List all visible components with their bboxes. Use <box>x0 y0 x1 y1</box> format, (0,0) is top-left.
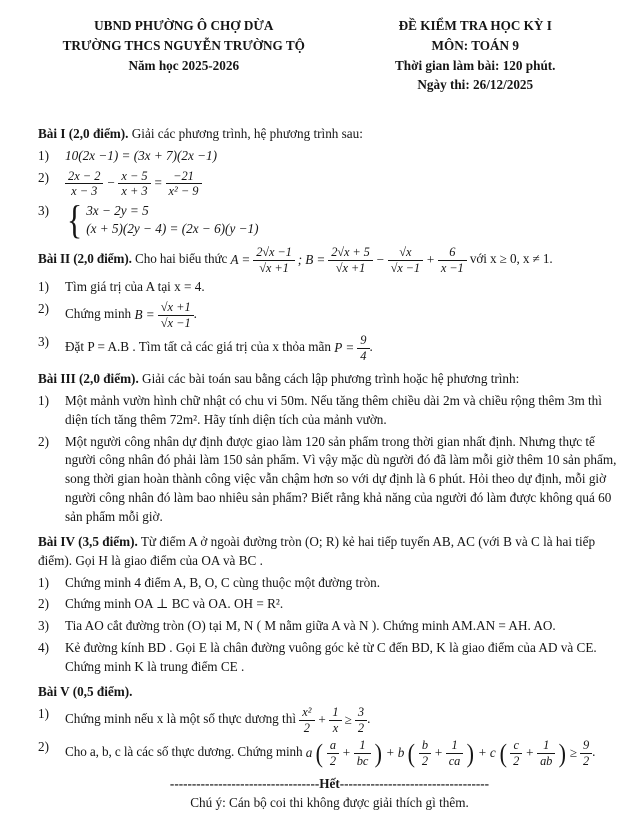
section-2-heading <box>38 245 621 275</box>
fraction <box>419 738 431 768</box>
section-3-heading <box>38 370 621 389</box>
section-4-title: Bài IV (3,5 điểm). <box>38 534 138 550</box>
problem-text: Kẻ đường kính BD . Gọi E là chân đường vuông góc kẻ từ C đến BD, K là giao điểm của AD và CE. Chứng minh K là trung điểm CE . <box>65 639 597 674</box>
problem-4-3 <box>38 617 621 636</box>
numerator: √x <box>399 244 412 259</box>
section-4-intro: Từ điểm A ở ngoài đường tròn (O; R) kẻ hai tiếp tuyến AB, AC (với B và C là hai tiếp điểm). Gọi H là giao điểm của OA và BC . <box>38 534 596 568</box>
math-operator: + <box>341 745 351 761</box>
problem-1-1 <box>38 147 621 166</box>
equation: 3x − 2y = 5 <box>86 203 149 219</box>
math-operator: + <box>426 251 435 267</box>
numerator: 2x − 2 <box>68 168 101 183</box>
header-school-block <box>38 16 330 95</box>
denominator: x + 3 <box>118 183 150 199</box>
denominator: 2 <box>419 753 431 769</box>
expression-A <box>230 245 302 275</box>
math-lhs: B = <box>305 251 326 267</box>
expression-B <box>305 245 466 275</box>
fraction <box>158 300 194 330</box>
fraction <box>357 333 369 363</box>
footer <box>38 775 621 813</box>
header-school-year: Năm học 2025-2026 <box>128 57 240 73</box>
numerator: b <box>421 738 428 753</box>
fraction <box>328 245 373 275</box>
equation-system <box>65 196 259 242</box>
inequality <box>299 705 367 735</box>
math-coefficient: a <box>305 745 313 761</box>
item-number: 1) <box>38 706 49 722</box>
header-authority: UBND PHƯỜNG Ô CHỢ DỪA <box>94 18 274 33</box>
period: . <box>367 711 371 727</box>
header-exam-block <box>330 16 622 95</box>
header-duration: Thời gian làm bài: 120 phút. <box>395 57 556 73</box>
left-paren: ( <box>315 738 324 768</box>
numerator: 2√x −1 <box>256 244 292 259</box>
item-number: 2) <box>38 300 49 316</box>
fraction <box>166 169 202 199</box>
denominator: 2 <box>510 753 522 769</box>
math-operator: + <box>317 711 327 727</box>
fraction <box>329 705 341 735</box>
item-number: 4) <box>38 639 49 655</box>
problem-text: Một mảnh vườn hình chữ nhật có chu vi 50m. Nếu tăng thêm chiều dài 2m và chiều rộng thêm 3m thì diện tích tăng thêm 72m². Hãy tính diện tích của mảnh vườn. <box>65 393 602 427</box>
fraction <box>118 169 150 199</box>
header-subject: MÔN: TOÁN 9 <box>431 37 519 53</box>
numerator: 2√x + 5 <box>331 244 370 259</box>
equation <box>334 333 369 363</box>
condition: với x ≥ 0, x ≠ 1. <box>469 251 553 267</box>
problem-text: Tia AO cắt đường tròn (O) tại M, N ( M nằm giữa A và N ). Chứng minh AM.AN = AH. AO. <box>65 618 556 634</box>
math-operator: ≥ <box>569 745 577 761</box>
fraction <box>446 738 464 768</box>
period: . <box>193 306 197 322</box>
math-operator: − <box>106 175 116 191</box>
item-number: 3) <box>38 202 49 218</box>
numerator: 9 <box>582 738 590 753</box>
math-lhs: A = <box>230 251 251 267</box>
problem-text: Chứng minh OA ⊥ BC và OA. OH = R². <box>65 596 284 612</box>
left-paren: ( <box>407 738 416 768</box>
problem-4-2 <box>38 595 621 614</box>
denominator: √x +1 <box>253 260 295 276</box>
item-number: 2) <box>38 739 49 755</box>
problem-text: Chứng minh 4 điểm A, B, O, C cùng thuộc một đường tròn. <box>65 574 381 590</box>
denominator: x − 3 <box>65 183 103 199</box>
section-3-title: Bài III (2,0 điểm). <box>38 371 139 387</box>
section-bai-3 <box>38 370 621 526</box>
problem-1-2 <box>38 169 621 199</box>
problem-text: Chứng minh nếu x là một số thực dương thì <box>65 711 296 727</box>
problem-text: Đặt P = A.B . Tìm tất cả các giá trị của x thỏa mãn <box>65 339 331 355</box>
header-exam-date: Ngày thi: 26/12/2025 <box>417 77 534 93</box>
problem-4-1 <box>38 574 621 593</box>
right-paren: ) <box>374 738 383 768</box>
problem-5-2 <box>38 738 621 768</box>
numerator: 1 <box>543 738 550 753</box>
numerator: √x +1 <box>160 299 191 314</box>
fraction <box>355 705 367 735</box>
section-bai-5 <box>38 683 621 768</box>
fraction <box>438 245 467 275</box>
item-number: 1) <box>38 393 49 409</box>
problem-text: Chứng minh <box>65 306 132 322</box>
math-operator: + <box>525 745 535 761</box>
end-divider: ----------------------------------Hết---------------------------------- <box>169 775 490 791</box>
problem-2-3 <box>38 333 621 363</box>
equation: 10(2x −1) = (3x + 7)(2x −1) <box>65 147 218 163</box>
numerator: 1 <box>451 738 458 753</box>
problem-text: Tìm giá trị của A tại x = 4. <box>65 279 205 295</box>
problem-3-1 <box>38 392 621 429</box>
section-1-heading <box>38 125 621 144</box>
denominator: x² − 9 <box>166 183 202 199</box>
fraction <box>253 245 295 275</box>
footer-note: Chú ý: Cán bộ coi thi không được giải thích gì thêm. <box>190 795 469 811</box>
math-coefficient: + b <box>385 745 405 761</box>
section-bai-1 <box>38 125 621 242</box>
numerator: c <box>513 738 519 753</box>
system-equations <box>86 202 258 238</box>
numerator: −21 <box>173 168 194 183</box>
denominator: ab <box>537 753 555 769</box>
numerator: 1 <box>332 705 339 720</box>
section-2-intro: Cho hai biểu thức <box>135 251 228 267</box>
problem-1-3 <box>38 196 621 242</box>
numerator: 1 <box>359 738 366 753</box>
problem-2-1 <box>38 278 621 297</box>
denominator: 2 <box>327 753 339 769</box>
section-5-heading <box>38 683 621 702</box>
item-number: 2) <box>38 169 49 185</box>
numerator: x − 5 <box>121 168 148 183</box>
fraction <box>537 738 555 768</box>
math-operator: + <box>433 745 443 761</box>
section-1-intro: Giải các phương trình, hệ phương trình sau: <box>131 126 363 142</box>
header <box>38 16 621 95</box>
item-number: 1) <box>38 279 49 295</box>
item-number: 1) <box>38 574 49 590</box>
item-number: 1) <box>38 147 49 163</box>
system-brace: { <box>66 196 83 242</box>
right-paren: ) <box>558 738 567 768</box>
equation: (x + 5)(2y − 4) = (2x − 6)(y −1) <box>86 220 259 236</box>
section-bai-2 <box>38 245 621 363</box>
item-number: 2) <box>38 596 49 612</box>
math-operator: − <box>375 251 385 267</box>
section-3-intro: Giải các bài toán sau bằng cách lập phương trình hoặc hệ phương trình: <box>142 371 520 387</box>
fraction <box>580 738 592 768</box>
problem-4-4 <box>38 639 621 676</box>
numerator: x² <box>302 705 312 720</box>
denominator: x <box>329 720 341 736</box>
item-number: 3) <box>38 618 49 634</box>
equation <box>65 169 202 199</box>
denominator: ca <box>446 753 464 769</box>
problem-text: Một người công nhân dự định được giao làm 120 sản phẩm trong thời gian nhất định. Nhưng thực tế người công nhân đó phải làm 150 sản phẩm. Vì vậy mặc dù người đó đã làm mỗi giờ thêm 10 sản phẩm, song thời gian hoàn thành công việc vẫn chậm hơn so với dự định là 6 phút. Hỏi theo dự định, mỗi giờ người công nhân đó làm bao nhiêu sản phẩm? Biết rằng khả năng của người đó làm được không quá 60 sản phẩm mỗi giờ. <box>65 433 617 524</box>
math-operator: ≥ <box>344 711 352 727</box>
period: . <box>592 744 596 760</box>
numerator: a <box>329 738 336 753</box>
fraction <box>388 245 423 275</box>
period: . <box>369 339 373 355</box>
right-paren: ) <box>466 738 475 768</box>
inequality <box>306 738 592 768</box>
separator: ; <box>297 251 303 267</box>
header-school-name: TRƯỜNG THCS NGUYỄN TRƯỜNG TỘ <box>62 37 305 53</box>
fraction <box>354 738 372 768</box>
fraction <box>299 705 314 735</box>
left-paren: ( <box>499 738 507 768</box>
section-bai-4 <box>38 533 621 676</box>
denominator: 4 <box>357 348 369 364</box>
problem-2-2 <box>38 300 621 330</box>
section-1-title: Bài I (2,0 điểm). <box>38 126 129 142</box>
math-lhs: B = <box>134 306 155 322</box>
fraction <box>327 738 339 768</box>
item-number: 2) <box>38 433 49 449</box>
denominator: √x −1 <box>158 315 194 331</box>
denominator: 2 <box>580 753 592 769</box>
math-operator: = <box>153 175 163 191</box>
problem-5-1 <box>38 705 621 735</box>
numerator: 3 <box>357 705 365 720</box>
fraction <box>65 169 103 199</box>
math-lhs: P = <box>334 339 355 355</box>
equation <box>134 300 193 330</box>
numerator: 9 <box>360 333 367 348</box>
section-5-title: Bài V (0,5 điểm). <box>38 684 133 700</box>
denominator: x −1 <box>438 260 467 276</box>
denominator: 2 <box>299 720 314 736</box>
problem-text: Cho a, b, c là các số thực dương. Chứng minh <box>65 744 303 760</box>
fraction <box>510 738 522 768</box>
denominator: √x +1 <box>328 260 373 276</box>
denominator: bc <box>354 753 372 769</box>
item-number: 3) <box>38 334 49 350</box>
numerator: 6 <box>449 244 456 259</box>
section-4-heading <box>38 533 621 570</box>
math-coefficient: + c <box>477 745 496 761</box>
header-exam-title: ĐỀ KIỂM TRA HỌC KỲ I <box>398 18 552 33</box>
denominator: √x −1 <box>388 260 423 276</box>
problem-3-2 <box>38 433 621 527</box>
section-2-title: Bài II (2,0 điểm). <box>38 251 132 267</box>
denominator: 2 <box>355 720 367 736</box>
